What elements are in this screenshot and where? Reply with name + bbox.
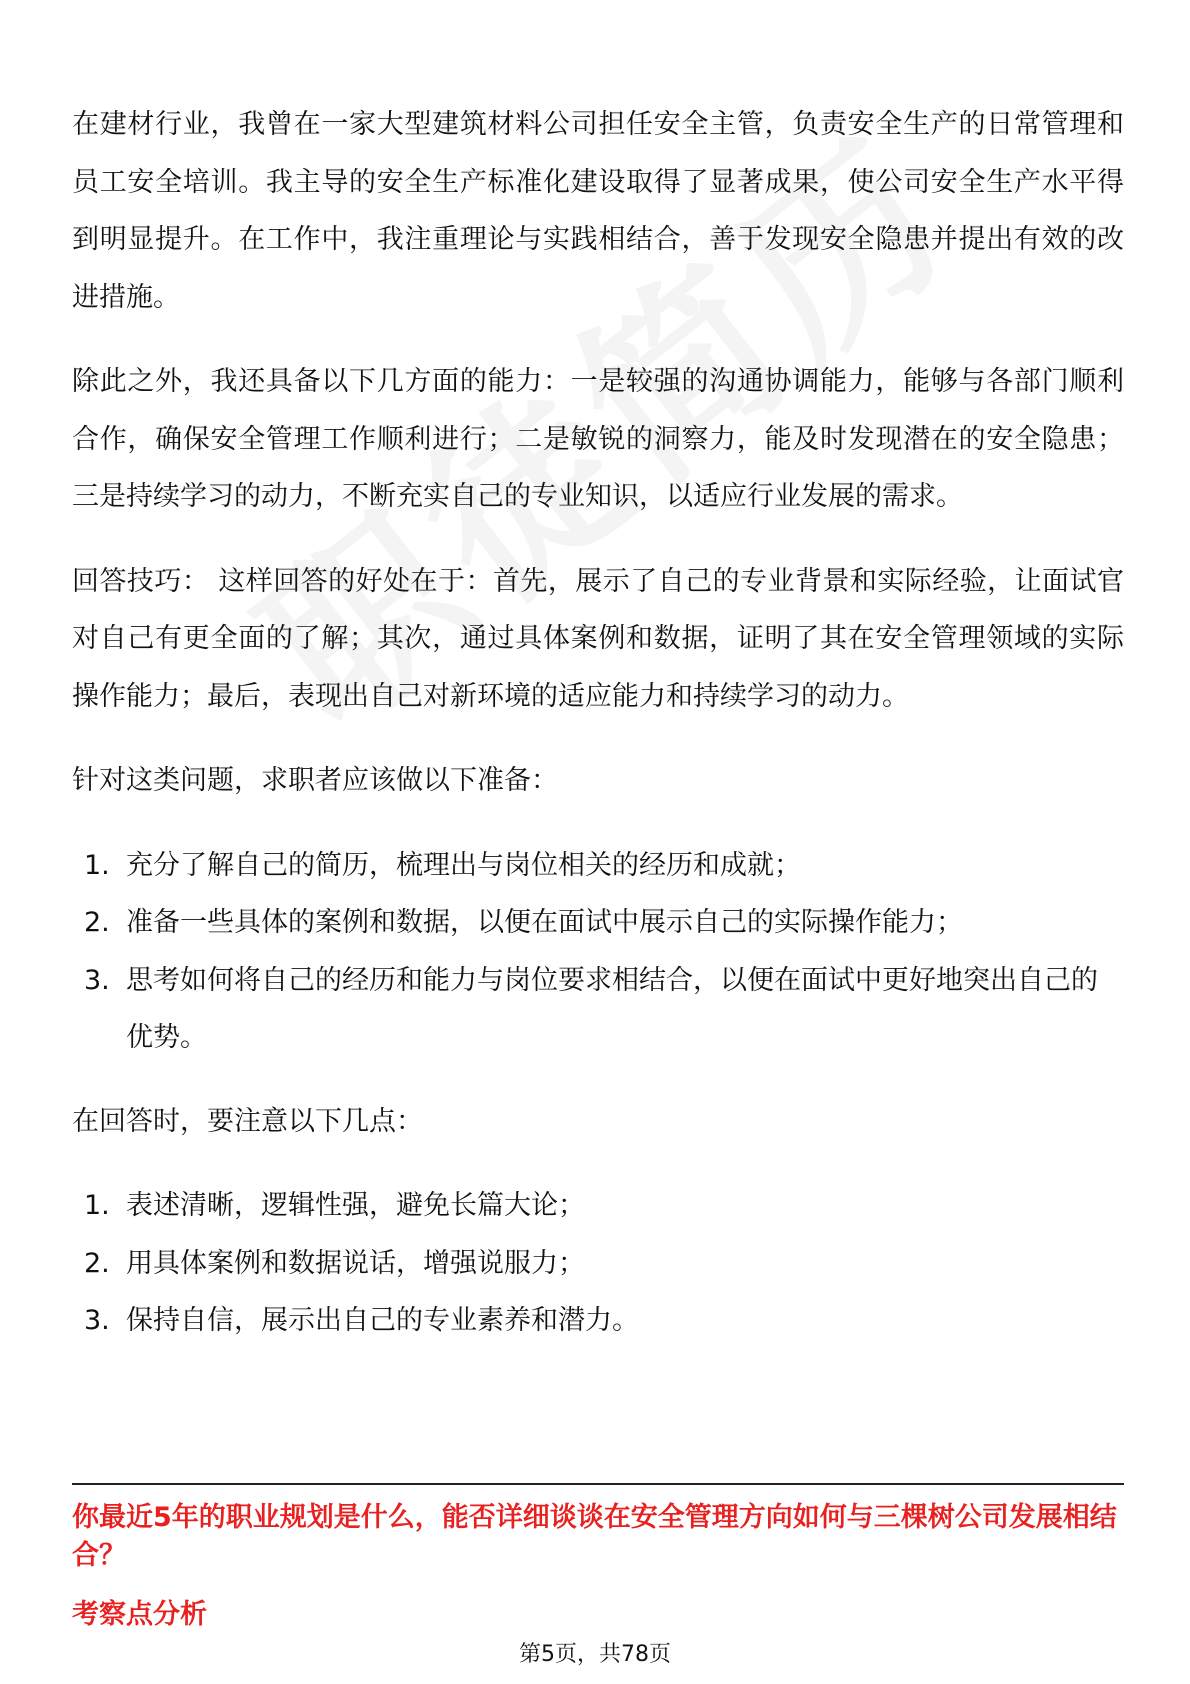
list-item-number: 2. bbox=[84, 1247, 110, 1279]
list-item-number: 1. bbox=[84, 1190, 110, 1221]
paragraph-abilities: 除此之外，我还具备以下几方面的能力：一是较强的沟通协调能力，能够与各部门顺利合作，确保安全管理工作顺利进行；二是敏锐的洞察力，能及时发现潜在的安全隐患；三是持续学习的动力，不断充实自己的专业知识，以适应行业发展的需求。 bbox=[72, 366, 1124, 512]
paragraph-preparation-intro: 针对这类问题，求职者应该做以下准备： bbox=[72, 765, 558, 796]
list-item-text: 思考如何将自己的经历和能力与岗位要求相结合，以便在面试中更好地突出自己的优势。 bbox=[126, 964, 1098, 1053]
paragraph-answer-tips: 回答技巧： 这样回答的好处在于：首先，展示了自己的专业背景和实际经验，让面试官对自己有更全面的了解；其次，通过具体案例和数据，证明了其在安全管理领域的实际操作能力；最后，表现出自己对新环境的适应能力和持续学习的动力。 bbox=[72, 565, 1124, 712]
page-number: 第5页，共78页 bbox=[519, 1642, 671, 1667]
list-item bbox=[72, 894, 1124, 952]
list-item bbox=[72, 952, 1124, 1067]
interview-question: 你最近5年的职业规划是什么，能否详细谈谈在安全管理方向如何与三棵树公司发展相结合？ bbox=[72, 1502, 1117, 1571]
list-item-text: 表述清晰，逻辑性强，避免长篇大论； bbox=[126, 1190, 585, 1221]
list-item bbox=[72, 1235, 1124, 1293]
list-item-text: 用具体案例和数据说话，增强说服力； bbox=[126, 1247, 585, 1279]
paragraph-experience: 在建材行业，我曾在一家大型建筑材料公司担任安全主管，负责安全生产的日常管理和员工安全培训。我主导的安全生产标准化建设取得了显著成果，使公司安全生产水平得到明显提升。在工作中，我注重理论与实践相结合，善于发现安全隐患并提出有效的改进措施。 bbox=[72, 109, 1124, 313]
paragraph-notes-intro: 在回答时，要注意以下几点： bbox=[72, 1105, 423, 1137]
section-divider bbox=[72, 1483, 1124, 1485]
list-item-text: 准备一些具体的案例和数据，以便在面试中展示自己的实际操作能力； bbox=[126, 907, 963, 938]
list-item-number: 1. bbox=[84, 849, 110, 881]
list-item bbox=[72, 1292, 1124, 1350]
section-heading: 考察点分析 bbox=[72, 1599, 207, 1630]
list-item bbox=[72, 1177, 1124, 1235]
document-body bbox=[72, 96, 1124, 1376]
list-item-text: 保持自信，展示出自己的专业素养和潜力。 bbox=[126, 1305, 639, 1336]
list-item-number: 2. bbox=[84, 907, 110, 938]
list-item-number: 3. bbox=[84, 1305, 110, 1336]
list-item-number: 3. bbox=[84, 964, 110, 996]
list-item-text: 充分了解自己的简历，梳理出与岗位相关的经历和成就； bbox=[126, 849, 801, 881]
list-item bbox=[72, 837, 1124, 895]
notes-list bbox=[72, 1177, 1124, 1350]
preparation-list bbox=[72, 837, 1124, 1067]
